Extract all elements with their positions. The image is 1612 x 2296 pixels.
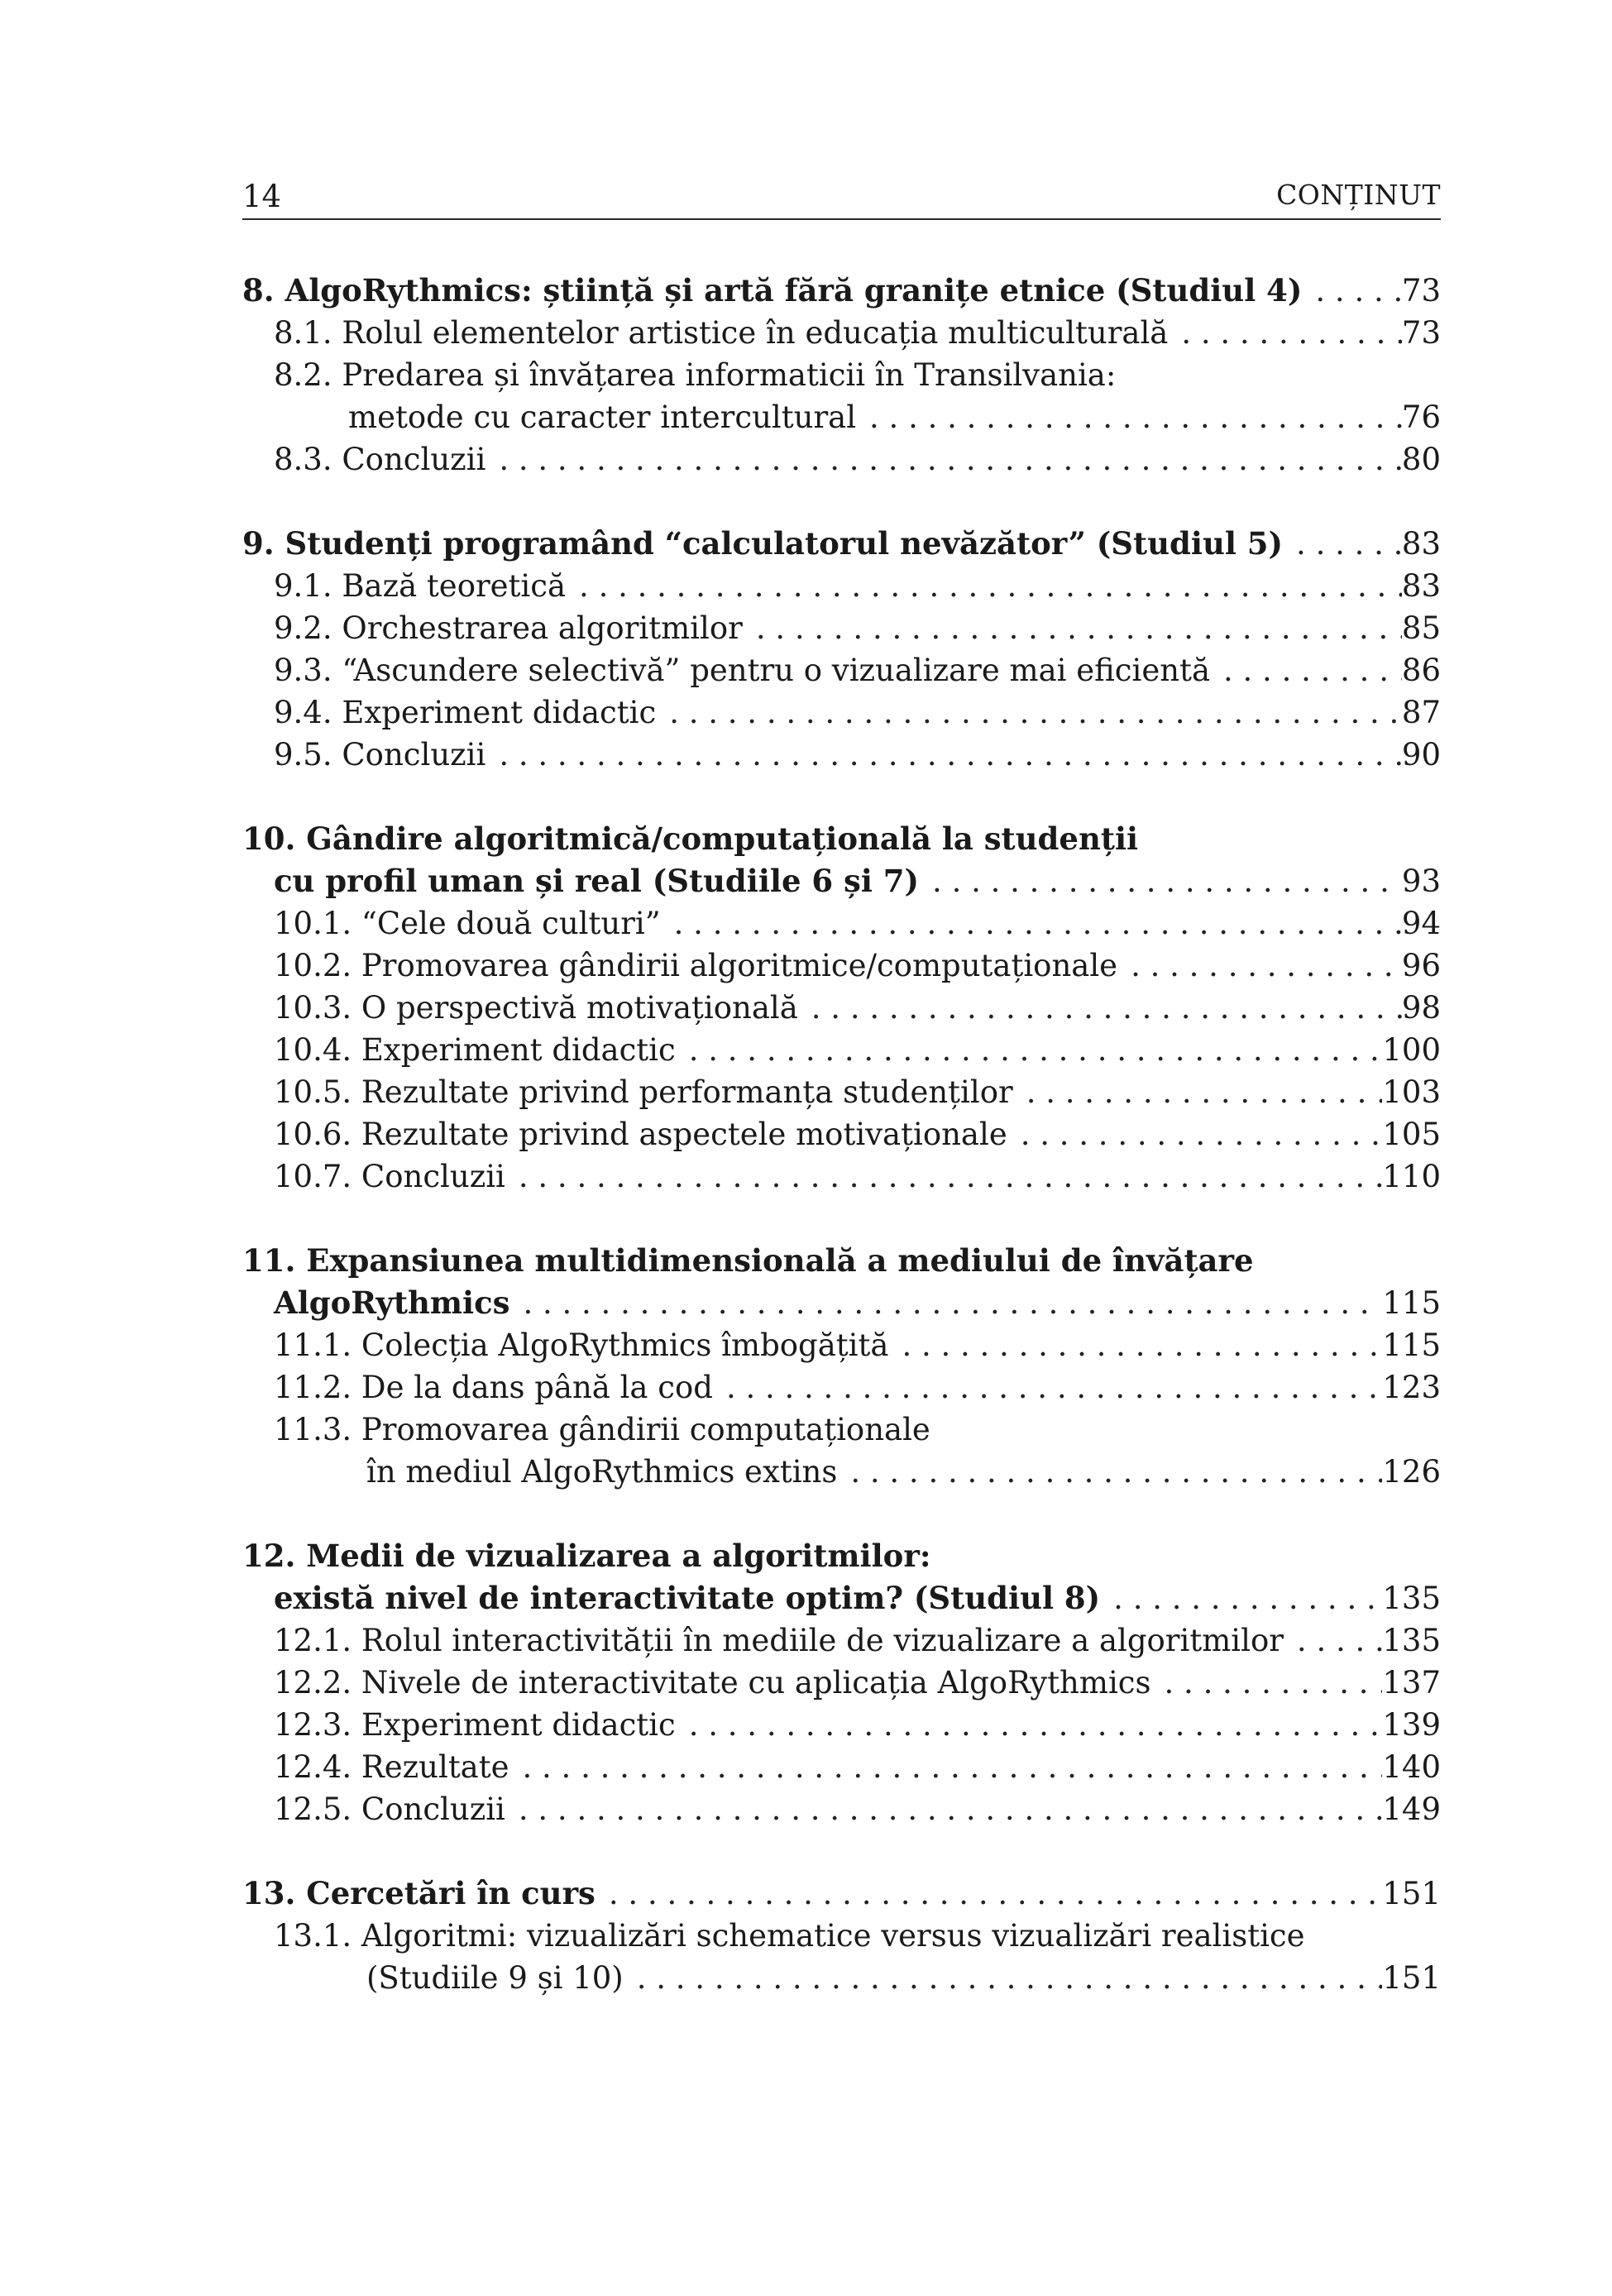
spacer xyxy=(242,1830,1441,1873)
toc-section-11-1[interactable] xyxy=(242,1324,1441,1366)
toc-chapter-12-line1[interactable] xyxy=(242,1535,1441,1577)
toc-section-10-4[interactable] xyxy=(242,1029,1441,1071)
toc-entry-page: 115 xyxy=(1382,1285,1441,1321)
toc-entry-title: 11.2. De la dans până la cod xyxy=(274,1370,713,1405)
toc-entry-title: 10.3. O perspectivă motivațională xyxy=(274,990,798,1026)
toc-section-12-2[interactable] xyxy=(242,1662,1441,1704)
toc-entry-title: 12.3. Experiment didactic xyxy=(274,1707,676,1743)
toc-entry-page: 151 xyxy=(1382,1960,1441,1996)
toc-section-9-1[interactable] xyxy=(242,565,1441,607)
dot-leader xyxy=(656,691,1402,734)
toc-entry-title-continued: există nivel de interactivitate optim? (Studiul 8) xyxy=(274,1580,1101,1616)
toc-entry-page: 76 xyxy=(1401,399,1441,435)
spacer xyxy=(242,1198,1441,1240)
dot-leader xyxy=(1117,945,1402,987)
dot-leader xyxy=(661,902,1402,945)
toc-entry-title: 12. Medii de vizualizarea a algoritmilor: xyxy=(242,1538,931,1574)
toc-entry-page: 151 xyxy=(1382,1876,1441,1911)
toc-entry-page: 80 xyxy=(1401,442,1441,477)
dot-leader xyxy=(856,396,1402,438)
running-title: CONȚINUT xyxy=(1276,179,1441,211)
dot-leader xyxy=(596,1873,1382,1915)
toc-section-8-1[interactable] xyxy=(242,312,1441,354)
toc-entry-title: 8. AlgoRythmics: știință și artă fără granițe etnice (Studiul 4) xyxy=(242,272,1303,309)
toc-section-9-3[interactable] xyxy=(242,649,1441,691)
toc-entry-page: 73 xyxy=(1401,273,1441,309)
spacer xyxy=(242,481,1441,523)
toc-section-12-1[interactable] xyxy=(242,1619,1441,1662)
toc-entry-title: 10.7. Concluzii xyxy=(274,1159,505,1194)
toc-entry-title: 9.4. Experiment didactic xyxy=(274,695,657,730)
toc-entry-page: 115 xyxy=(1382,1327,1441,1363)
toc-section-12-3[interactable] xyxy=(242,1704,1441,1746)
toc-entry-title: 9. Studenți programând “calculatorul nevăzător” (Studiul 5) xyxy=(242,525,1284,562)
toc-entry-page: 90 xyxy=(1401,737,1441,773)
dot-leader xyxy=(505,1155,1383,1198)
dot-leader xyxy=(676,1029,1383,1071)
toc-entry-page: 110 xyxy=(1382,1159,1441,1194)
toc-entry-title-continued: cu profil uman și real (Studiile 6 și 7) xyxy=(274,863,920,899)
toc-entry-page: 135 xyxy=(1382,1623,1441,1658)
dot-leader xyxy=(1210,649,1402,691)
dot-leader xyxy=(566,565,1402,607)
dot-leader xyxy=(837,1451,1382,1493)
dot-leader xyxy=(1151,1662,1383,1704)
toc-entry-title: 13.1. Algoritmi: vizualizări schematice versus vizualizări realistice xyxy=(274,1918,1305,1954)
toc-section-10-7[interactable] xyxy=(242,1155,1441,1198)
toc-entry-title: 10.5. Rezultate privind performanța studenților xyxy=(274,1074,1013,1110)
toc-entry-page: 126 xyxy=(1382,1454,1441,1490)
toc-section-9-2[interactable] xyxy=(242,607,1441,649)
toc-chapter-9[interactable] xyxy=(242,523,1441,565)
toc-entry-page: 83 xyxy=(1401,526,1441,562)
spacer xyxy=(242,776,1441,818)
dot-leader xyxy=(486,734,1402,776)
toc-entry-title: 12.5. Concluzii xyxy=(274,1791,505,1827)
toc-section-9-4[interactable] xyxy=(242,691,1441,734)
toc-section-10-5[interactable] xyxy=(242,1071,1441,1113)
toc-section-11-3-line2[interactable] xyxy=(242,1451,1441,1493)
toc-entry-title: 13. Cercetări în curs xyxy=(242,1875,596,1911)
toc-section-11-2[interactable] xyxy=(242,1366,1441,1409)
dot-leader xyxy=(743,607,1402,649)
dot-leader xyxy=(624,1957,1383,1999)
toc-entry-page: 140 xyxy=(1382,1749,1441,1785)
toc-entry-title: 11.1. Colecția AlgoRythmics îmbogățită xyxy=(274,1327,889,1363)
dot-leader xyxy=(1302,270,1402,312)
dot-leader xyxy=(1013,1071,1383,1113)
toc-chapter-8[interactable] xyxy=(242,270,1441,312)
toc-entry-title: 9.1. Bază teoretică xyxy=(274,568,567,604)
toc-chapter-11-line2[interactable] xyxy=(242,1282,1441,1324)
toc-entry-title-continued: AlgoRythmics xyxy=(274,1284,510,1321)
toc-entry-page: 149 xyxy=(1382,1791,1441,1827)
toc-section-9-5[interactable] xyxy=(242,734,1441,776)
toc-entry-page: 137 xyxy=(1382,1665,1441,1700)
toc-entry-title: 10.6. Rezultate privind aspectele motivaționale xyxy=(274,1117,1007,1152)
toc-entry-page: 123 xyxy=(1382,1370,1441,1405)
toc-entry-title: 9.2. Orchestrarea algoritmilor xyxy=(274,610,743,646)
dot-leader xyxy=(1283,523,1402,565)
dot-leader xyxy=(676,1704,1383,1746)
dot-leader xyxy=(1168,312,1402,354)
toc-entry-page: 98 xyxy=(1401,990,1441,1026)
toc-entry-title: 10.4. Experiment didactic xyxy=(274,1032,676,1068)
table-of-contents xyxy=(242,270,1441,1999)
toc-entry-page: 87 xyxy=(1401,695,1441,730)
toc-entry-page: 94 xyxy=(1401,906,1441,941)
toc-entry-page: 103 xyxy=(1382,1074,1441,1110)
toc-entry-page: 73 xyxy=(1401,315,1441,351)
dot-leader xyxy=(1100,1577,1382,1619)
toc-entry-title: 12.4. Rezultate xyxy=(274,1749,509,1785)
toc-entry-title-continued: (Studiile 9 și 10) xyxy=(366,1960,624,1996)
toc-chapter-10-line2[interactable] xyxy=(242,860,1441,902)
toc-entry-title: 10.1. “Cele două culturi” xyxy=(274,906,661,941)
toc-section-10-3[interactable] xyxy=(242,987,1441,1029)
dot-leader xyxy=(509,1282,1382,1324)
toc-entry-title: 11. Expansiunea multidimensională a mediului de învățare xyxy=(242,1242,1254,1279)
toc-section-10-2[interactable] xyxy=(242,945,1441,987)
toc-entry-page: 83 xyxy=(1401,568,1441,604)
toc-entry-title: 9.3. “Ascundere selectivă” pentru o vizualizare mai eficientă xyxy=(274,653,1211,688)
dot-leader xyxy=(486,438,1402,481)
spacer xyxy=(242,1493,1441,1535)
toc-entry-page: 105 xyxy=(1382,1117,1441,1152)
toc-section-12-5[interactable] xyxy=(242,1788,1441,1830)
running-header xyxy=(242,175,1441,220)
toc-entry-title: 12.1. Rolul interactivității în mediile de vizualizare a algoritmilor xyxy=(274,1623,1284,1658)
dot-leader xyxy=(888,1324,1382,1366)
toc-chapter-10-line1[interactable] xyxy=(242,818,1441,860)
toc-section-11-3-line1[interactable] xyxy=(242,1409,1441,1451)
dot-leader xyxy=(713,1366,1382,1409)
toc-section-12-4[interactable] xyxy=(242,1746,1441,1788)
toc-entry-title: 10. Gândire algoritmică/computațională la studenții xyxy=(242,820,1139,857)
toc-entry-title: 10.2. Promovarea gândirii algoritmice/computaționale xyxy=(274,948,1118,983)
dot-leader xyxy=(509,1746,1383,1788)
toc-entry-title-continued: metode cu caracter intercultural xyxy=(348,399,857,435)
toc-entry-title: 12.2. Nivele de interactivitate cu aplicația AlgoRythmics xyxy=(274,1665,1151,1700)
toc-section-13-1-line1[interactable] xyxy=(242,1915,1441,1957)
toc-section-10-1[interactable] xyxy=(242,902,1441,945)
toc-entry-page: 86 xyxy=(1401,653,1441,688)
toc-chapter-12-line2[interactable] xyxy=(242,1577,1441,1619)
toc-entry-title: 8.2. Predarea și învățarea informaticii în Transilvania: xyxy=(274,357,1117,393)
toc-entry-title: 9.5. Concluzii xyxy=(274,737,486,773)
toc-section-8-2-line2[interactable] xyxy=(242,396,1441,438)
dot-leader xyxy=(919,860,1402,902)
toc-entry-page: 85 xyxy=(1401,610,1441,646)
page-number: 14 xyxy=(242,179,282,214)
toc-entry-title: 8.3. Concluzii xyxy=(274,442,486,477)
toc-section-10-6[interactable] xyxy=(242,1113,1441,1155)
toc-section-8-3[interactable] xyxy=(242,438,1441,481)
toc-entry-title: 11.3. Promovarea gândirii computaționale xyxy=(274,1412,930,1447)
dot-leader xyxy=(1284,1619,1382,1662)
toc-entry-page: 96 xyxy=(1401,948,1441,983)
toc-entry-title: 8.1. Rolul elementelor artistice în educația multiculturală xyxy=(274,315,1169,351)
toc-section-8-2-line1[interactable] xyxy=(242,354,1441,396)
dot-leader xyxy=(1007,1113,1383,1155)
toc-entry-page: 100 xyxy=(1382,1032,1441,1068)
dot-leader xyxy=(505,1788,1383,1830)
dot-leader xyxy=(798,987,1402,1029)
toc-chapter-11-line1[interactable] xyxy=(242,1240,1441,1282)
toc-entry-page: 135 xyxy=(1382,1581,1441,1616)
toc-entry-title-continued: în mediul AlgoRythmics extins xyxy=(366,1454,838,1490)
toc-section-13-1-line2[interactable] xyxy=(242,1957,1441,1999)
toc-chapter-13[interactable] xyxy=(242,1873,1441,1915)
toc-entry-page: 93 xyxy=(1401,863,1441,899)
toc-entry-page: 139 xyxy=(1382,1707,1441,1743)
